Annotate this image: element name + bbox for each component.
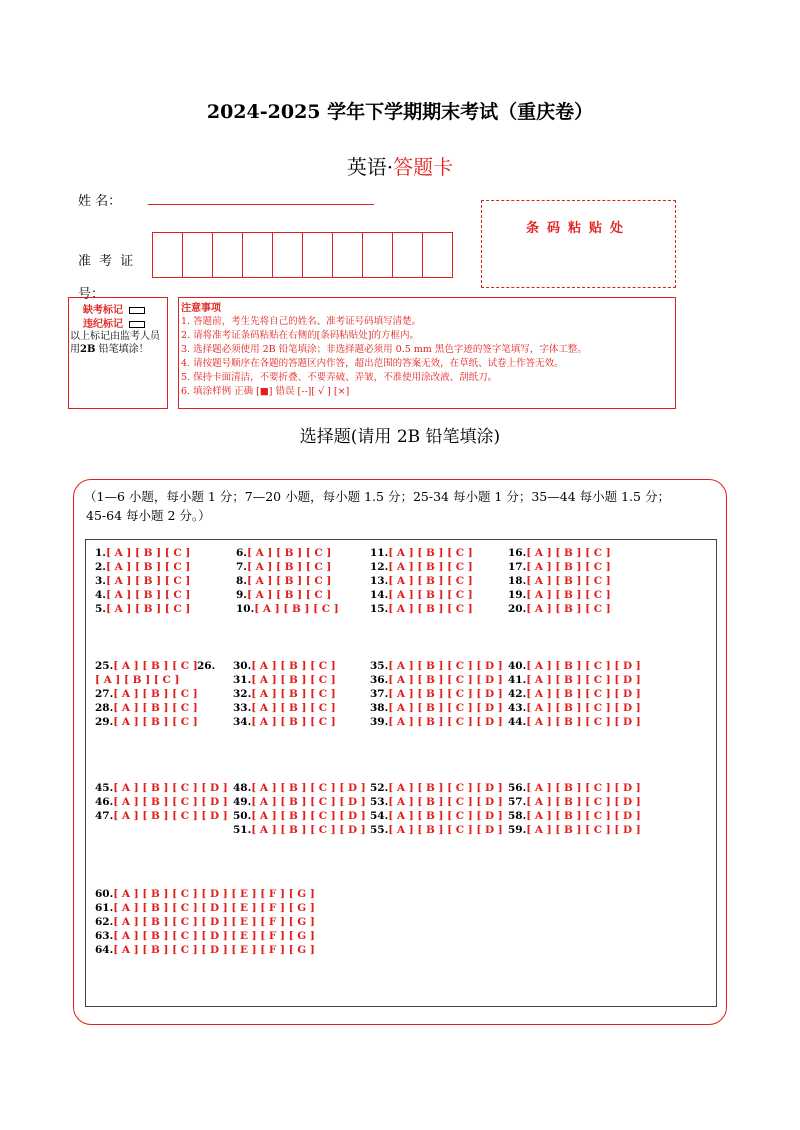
card-label: 答题卡 <box>393 155 454 179</box>
question-row[interactable] <box>370 547 473 559</box>
answer-options[interactable]: [ A ] [ B ] [ C ] [ D ] <box>388 810 503 822</box>
answer-options[interactable]: [ A ] [ B ] [ C ] <box>113 660 198 672</box>
violation-mark-checkbox[interactable] <box>129 321 145 328</box>
answer-options[interactable]: [ A ] [ B ] [ C ] [ D ] <box>388 796 503 808</box>
question-row[interactable] <box>236 575 331 587</box>
question-number: 50. <box>233 810 252 822</box>
answer-options[interactable]: [ A ] [ B ] [ C ] <box>526 547 611 559</box>
violation-mark-label: 违纪标记 <box>83 319 123 330</box>
question-row[interactable] <box>233 660 336 672</box>
id-digit-cell[interactable] <box>333 233 363 277</box>
question-number: 46. <box>95 796 114 808</box>
question-number: 63. <box>95 930 114 942</box>
question-row[interactable] <box>508 603 611 615</box>
answer-options[interactable]: [ A ] [ B ] [ C ] [ D ] [ E ] [ F ] [ G ] <box>113 888 315 900</box>
question-number: 5. <box>95 603 106 615</box>
page-title: 2024-2025 学年下学期期末考试（重庆卷） <box>206 101 594 123</box>
notice-item: 5. 保持卡面清洁，不要折叠、不要弄破、弄皱，不准使用涂改液、刮纸刀。 <box>181 372 498 383</box>
notice-item: 6. 填涂样例 正确 [■] 错误 [--][ √ ] [×] <box>181 386 350 397</box>
question-row[interactable] <box>508 660 641 672</box>
id-label-suffix: 号： <box>78 287 105 302</box>
id-digit-cell[interactable] <box>243 233 273 277</box>
question-row[interactable] <box>508 688 641 700</box>
question-row[interactable] <box>95 810 228 822</box>
question-row[interactable] <box>370 716 503 728</box>
question-row[interactable] <box>95 944 315 956</box>
question-number: 3. <box>95 575 106 587</box>
question-row[interactable] <box>95 930 315 942</box>
answer-options[interactable]: [ A ] [ B ] [ C ] [ D ] <box>113 796 228 808</box>
notice-item: 2. 请将准考证条码粘贴在右侧的[条码粘贴处]的方框内。 <box>181 330 419 341</box>
question-row[interactable] <box>95 674 179 686</box>
question-number: 16. <box>508 547 527 559</box>
answer-options[interactable]: [ A ] [ B ] [ C ] <box>254 603 339 615</box>
answer-options[interactable]: [ A ] [ B ] [ C ] [ D ] <box>526 688 641 700</box>
answer-options[interactable]: [ A ] [ B ] [ C ] [ D ] <box>526 660 641 672</box>
id-digit-cell[interactable] <box>183 233 213 277</box>
mark-box <box>68 297 168 409</box>
question-number: 64. <box>95 944 114 956</box>
answer-options[interactable]: [ A ] [ B ] [ C ] [ D ] <box>388 716 503 728</box>
absent-mark-checkbox[interactable] <box>129 307 145 314</box>
id-digit-cell[interactable] <box>423 233 452 277</box>
answer-options[interactable]: [ A ] [ B ] [ C ] [ D ] <box>526 810 641 822</box>
question-number: 31. <box>233 674 252 686</box>
question-number: 60. <box>95 888 114 900</box>
question-number: 36. <box>370 674 389 686</box>
question-row[interactable] <box>233 782 366 794</box>
scoring-note <box>84 487 704 525</box>
question-row[interactable] <box>508 782 641 794</box>
answer-options[interactable]: [ A ] [ B ] [ C ] <box>388 561 473 573</box>
subject-label: 英语· <box>346 155 394 179</box>
question-number: 15. <box>370 603 389 615</box>
absent-mark-row[interactable] <box>83 301 145 316</box>
question-row[interactable] <box>233 688 336 700</box>
answer-options[interactable]: [ A ] [ B ] [ C ] <box>388 547 473 559</box>
question-number: 6. <box>236 547 247 559</box>
answer-options[interactable]: [ A ] [ B ] [ C ] <box>251 716 336 728</box>
barcode-label: 条码粘贴处 <box>525 221 631 236</box>
question-row[interactable] <box>95 688 198 700</box>
question-row[interactable] <box>370 782 503 794</box>
question-number: 34. <box>233 716 252 728</box>
question-number: 19. <box>508 589 527 601</box>
id-digit-cell[interactable] <box>393 233 423 277</box>
answer-options[interactable]: [ A ] [ B ] [ C ] <box>105 589 191 601</box>
question-number: 38. <box>370 702 389 714</box>
answer-options[interactable]: [ A ] [ B ] [ C ] [ D ] <box>526 796 641 808</box>
question-number: 12. <box>370 561 389 573</box>
question-number: 57. <box>508 796 527 808</box>
question-row[interactable] <box>236 603 339 615</box>
question-row[interactable] <box>197 660 215 672</box>
answer-options[interactable]: [ A ] [ B ] [ C ] [ D ] [ E ] [ F ] [ G ] <box>113 944 315 956</box>
name-label: 姓 名： <box>78 194 122 209</box>
question-row[interactable] <box>508 716 641 728</box>
answer-options[interactable]: [ A ] [ B ] [ C ] [ D ] <box>388 702 503 714</box>
id-digit-cell[interactable] <box>303 233 333 277</box>
name-field[interactable] <box>148 204 374 205</box>
answer-options[interactable]: [ A ] [ B ] [ C ] <box>388 589 473 601</box>
mark-note <box>70 330 166 356</box>
question-row[interactable] <box>233 796 366 808</box>
question-number: 32. <box>233 688 252 700</box>
answer-options[interactable]: [ A ] [ B ] [ C ] [ D ] <box>113 782 228 794</box>
question-number: 9. <box>236 589 247 601</box>
notice-item: 3. 选择题必须使用 2B 铅笔填涂；非选择题必须用 0.5 mm 黑色字迹的签字笔填写，字体工整。 <box>181 344 587 355</box>
barcode-area <box>481 200 676 288</box>
question-row[interactable] <box>370 660 503 672</box>
question-number: 8. <box>236 575 247 587</box>
answer-options[interactable]: [ A ] [ B ] [ C ] [ D ] <box>251 796 366 808</box>
question-row[interactable] <box>95 660 198 672</box>
answer-options[interactable]: [ A ] [ B ] [ C ] <box>105 603 191 615</box>
answer-options[interactable]: [ A ] [ B ] [ C ] <box>113 688 198 700</box>
question-row[interactable] <box>95 916 315 928</box>
question-row[interactable] <box>370 810 503 822</box>
question-number: 29. <box>95 716 114 728</box>
answer-options[interactable]: [ A ] [ B ] [ C ] [ D ] <box>388 824 503 836</box>
mark-note-suffix: 铅笔填涂！ <box>95 344 149 355</box>
question-number: 1. <box>95 547 106 559</box>
notice-item: 4. 请按题号顺序在各题的答题区内作答，超出范围的答案无效，在草纸、试卷上作答无效。 <box>181 358 564 369</box>
scoring-line-1: （1—6 小题，每小题 1 分；7—20 小题，每小题 1.5 分；25-34 每小题 1 分；35—44 每小题 1.5 分； <box>84 489 670 504</box>
question-row[interactable] <box>508 589 611 601</box>
question-number: 37. <box>370 688 389 700</box>
question-number: 7. <box>236 561 247 573</box>
id-digit-cell[interactable] <box>153 233 183 277</box>
id-label: 准 考 证 <box>78 254 136 269</box>
question-row[interactable] <box>508 810 641 822</box>
answer-options[interactable]: [ A ] [ B ] [ C ] <box>388 575 473 587</box>
question-number: 27. <box>95 688 114 700</box>
answer-options[interactable]: [ A ] [ B ] [ C ] <box>246 589 332 601</box>
question-row[interactable] <box>370 575 473 587</box>
question-number: 44. <box>508 716 527 728</box>
answer-options[interactable]: [ A ] [ B ] [ C ] [ D ] <box>388 688 503 700</box>
question-number: 30. <box>233 660 252 672</box>
exam-id-grid[interactable] <box>152 232 453 278</box>
answer-options[interactable]: [ A ] [ B ] [ C ] [ D ] <box>388 674 503 686</box>
mark-note-bold: 2B <box>80 344 96 355</box>
question-number: 17. <box>508 561 527 573</box>
question-row[interactable] <box>370 674 503 686</box>
question-number: 26. <box>197 660 216 672</box>
answer-options[interactable]: [ A ] [ B ] [ C ] [ D ] [ E ] [ F ] [ G ] <box>113 916 315 928</box>
absent-mark-label: 缺考标记 <box>83 305 123 316</box>
answer-options[interactable]: [ A ] [ B ] [ C ] <box>113 716 198 728</box>
question-number: 14. <box>370 589 389 601</box>
answer-options[interactable]: [ A ] [ B ] [ C ] <box>246 547 332 559</box>
question-row[interactable] <box>233 702 336 714</box>
question-number: 43. <box>508 702 527 714</box>
question-row[interactable] <box>233 674 336 686</box>
answer-options[interactable]: [ A ] [ B ] [ C ] [ D ] [ E ] [ F ] [ G ] <box>113 902 315 914</box>
question-row[interactable] <box>95 716 198 728</box>
answer-options[interactable]: [ A ] [ B ] [ C ] [ D ] <box>113 810 228 822</box>
answer-options[interactable]: [ A ] [ B ] [ C ] <box>113 702 198 714</box>
question-row[interactable] <box>370 796 503 808</box>
card-subtitle <box>0 151 800 180</box>
question-number: 51. <box>233 824 252 836</box>
question-row[interactable] <box>508 796 641 808</box>
question-number: 13. <box>370 575 389 587</box>
question-number: 42. <box>508 688 527 700</box>
mark-note-prefix: 用 <box>70 344 80 355</box>
question-row[interactable] <box>95 796 228 808</box>
section-title: 选择题(请用 2B 铅笔填涂) <box>299 427 501 447</box>
question-row[interactable] <box>236 589 331 601</box>
answer-options[interactable]: [ A ] [ B ] [ C ] <box>251 674 336 686</box>
answer-options[interactable]: [ A ] [ B ] [ C ] [ D ] <box>526 782 641 794</box>
mark-note-line-1: 以上标记由监考人员 <box>70 331 160 342</box>
question-number: 39. <box>370 716 389 728</box>
question-number: 28. <box>95 702 114 714</box>
question-number: 58. <box>508 810 527 822</box>
question-row[interactable] <box>236 547 331 559</box>
question-number: 52. <box>370 782 389 794</box>
id-digit-cell[interactable] <box>213 233 243 277</box>
answer-options[interactable]: [ A ] [ B ] [ C ] <box>105 561 191 573</box>
question-row[interactable] <box>508 575 611 587</box>
question-row[interactable] <box>95 603 190 615</box>
answer-options[interactable]: [ A ] [ B ] [ C ] <box>95 674 180 686</box>
answer-options[interactable]: [ A ] [ B ] [ C ] <box>105 547 191 559</box>
violation-mark-row[interactable] <box>83 315 145 330</box>
question-number: 4. <box>95 589 106 601</box>
answer-options[interactable]: [ A ] [ B ] [ C ] [ D ] <box>526 674 641 686</box>
answer-options[interactable]: [ A ] [ B ] [ C ] <box>526 603 611 615</box>
answer-options[interactable]: [ A ] [ B ] [ C ] [ D ] <box>526 702 641 714</box>
question-number: 25. <box>95 660 114 672</box>
answer-options[interactable]: [ A ] [ B ] [ C ] <box>251 660 336 672</box>
question-row[interactable] <box>508 674 641 686</box>
answer-options[interactable]: [ A ] [ B ] [ C ] <box>526 575 611 587</box>
answer-options[interactable]: [ A ] [ B ] [ C ] [ D ] <box>251 782 366 794</box>
question-number: 18. <box>508 575 527 587</box>
question-row[interactable] <box>370 702 503 714</box>
question-row[interactable] <box>95 575 190 587</box>
answer-options[interactable]: [ A ] [ B ] [ C ] <box>105 575 191 587</box>
question-number: 41. <box>508 674 527 686</box>
answer-options[interactable]: [ A ] [ B ] [ C ] <box>388 603 473 615</box>
question-number: 62. <box>95 916 114 928</box>
question-row[interactable] <box>95 547 190 559</box>
answer-options[interactable]: [ A ] [ B ] [ C ] <box>251 688 336 700</box>
question-number: 2. <box>95 561 106 573</box>
answer-options[interactable]: [ A ] [ B ] [ C ] [ D ] <box>251 810 366 822</box>
question-row[interactable] <box>370 561 473 573</box>
question-number: 59. <box>508 824 527 836</box>
notice-box <box>178 297 676 409</box>
question-row[interactable] <box>233 810 366 822</box>
question-row[interactable] <box>508 824 641 836</box>
answer-options[interactable]: [ A ] [ B ] [ C ] <box>526 589 611 601</box>
question-number: 56. <box>508 782 527 794</box>
question-row[interactable] <box>233 824 366 836</box>
question-number: 40. <box>508 660 527 672</box>
answer-options[interactable]: [ A ] [ B ] [ C ] [ D ] <box>526 824 641 836</box>
mark-note-line-2 <box>70 343 166 356</box>
question-row[interactable] <box>508 561 611 573</box>
answer-options[interactable]: [ A ] [ B ] [ C ] [ D ] <box>251 824 366 836</box>
question-row[interactable] <box>95 702 198 714</box>
question-row[interactable] <box>508 547 611 559</box>
question-number: 48. <box>233 782 252 794</box>
question-number: 45. <box>95 782 114 794</box>
notice-item: 1. 答题前，考生先将自己的姓名、准考证号码填写清楚。 <box>181 316 422 327</box>
answer-options[interactable]: [ A ] [ B ] [ C ] [ D ] <box>388 782 503 794</box>
question-number: 47. <box>95 810 114 822</box>
question-row[interactable] <box>370 824 503 836</box>
question-number: 11. <box>370 547 389 559</box>
question-number: 35. <box>370 660 389 672</box>
id-digit-cell[interactable] <box>273 233 303 277</box>
notice-title: 注意事项 <box>181 303 221 314</box>
question-row[interactable] <box>95 782 228 794</box>
question-number: 55. <box>370 824 389 836</box>
question-row[interactable] <box>95 902 315 914</box>
question-row[interactable] <box>508 702 641 714</box>
question-number: 61. <box>95 902 114 914</box>
answer-options[interactable]: [ A ] [ B ] [ C ] [ D ] <box>526 716 641 728</box>
question-row[interactable] <box>370 589 473 601</box>
answer-options[interactable]: [ A ] [ B ] [ C ] <box>526 561 611 573</box>
question-row[interactable] <box>95 589 190 601</box>
question-number: 20. <box>508 603 527 615</box>
question-number: 10. <box>236 603 255 615</box>
question-number: 54. <box>370 810 389 822</box>
question-row[interactable] <box>95 561 190 573</box>
answer-options[interactable]: [ A ] [ B ] [ C ] <box>251 702 336 714</box>
question-number: 49. <box>233 796 252 808</box>
question-row[interactable] <box>233 716 336 728</box>
answer-options[interactable]: [ A ] [ B ] [ C ] <box>246 575 332 587</box>
question-row[interactable] <box>370 603 473 615</box>
answer-options[interactable]: [ A ] [ B ] [ C ] <box>246 561 332 573</box>
answer-options[interactable]: [ A ] [ B ] [ C ] [ D ] [ E ] [ F ] [ G ] <box>113 930 315 942</box>
question-row[interactable] <box>370 688 503 700</box>
question-row[interactable] <box>95 888 315 900</box>
id-digit-cell[interactable] <box>363 233 393 277</box>
scoring-line-2: 45-64 每小题 2 分。） <box>86 508 211 523</box>
question-number: 33. <box>233 702 252 714</box>
question-number: 53. <box>370 796 389 808</box>
answer-options[interactable]: [ A ] [ B ] [ C ] [ D ] <box>388 660 503 672</box>
question-row[interactable] <box>236 561 331 573</box>
